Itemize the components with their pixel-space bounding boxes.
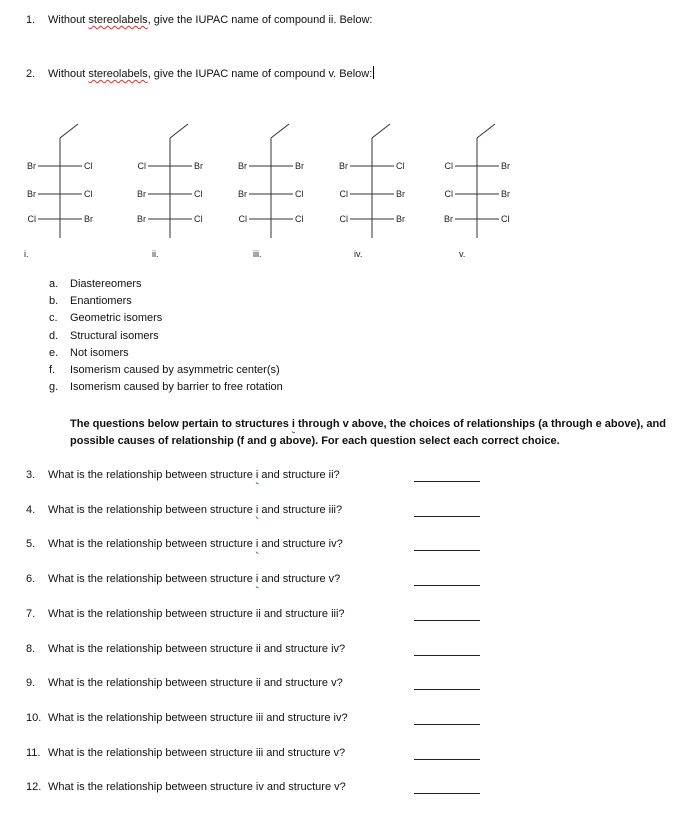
answer-blank[interactable] — [414, 585, 480, 586]
top-bond — [372, 124, 390, 138]
choice-item — [49, 278, 142, 290]
structure-label: i. — [24, 249, 29, 259]
left-substituent: Br — [238, 189, 247, 199]
choice-letter: b. — [49, 295, 59, 308]
left-substituent: Br — [137, 189, 146, 199]
choice-item — [49, 347, 129, 359]
question-item — [26, 781, 346, 793]
question-1 — [26, 14, 372, 26]
misspelled-word: stereolabels — [88, 68, 148, 80]
instructions — [70, 416, 670, 450]
question-text-end: and structure ii? — [258, 469, 340, 481]
choice-item — [49, 381, 283, 393]
answer-blank[interactable] — [414, 655, 480, 656]
right-substituent: Br — [194, 161, 203, 171]
question-text: What is the relationship between structure iii and structure iv? — [48, 711, 348, 724]
left-substituent: Cl — [27, 214, 36, 224]
question-text: What is the relationship between structure ii and structure iii? — [48, 607, 345, 620]
answer-blank[interactable] — [414, 724, 480, 725]
fischer-structure — [444, 124, 510, 259]
fischer-structure — [339, 124, 405, 259]
right-substituent: Br — [84, 214, 93, 224]
choice-text: Not isomers — [70, 346, 129, 359]
left-substituent: Cl — [444, 161, 453, 171]
answer-blank[interactable] — [414, 620, 480, 621]
question-number: 12. — [26, 781, 42, 794]
answer-blank[interactable] — [414, 481, 480, 482]
fischer-structure — [238, 124, 304, 259]
question-item — [26, 573, 340, 585]
answer-blank[interactable] — [414, 689, 480, 690]
fischer-structure — [24, 124, 93, 259]
answer-blank[interactable] — [414, 516, 480, 517]
question-number: 7. — [26, 607, 36, 620]
question-2 — [26, 66, 374, 80]
question-item — [26, 504, 342, 516]
choice-letter: a. — [49, 278, 59, 290]
question-number: 4. — [26, 503, 36, 516]
left-substituent: Cl — [238, 214, 247, 224]
top-bond — [60, 124, 78, 138]
answer-blank[interactable] — [414, 550, 480, 551]
question-number: 3. — [26, 469, 36, 481]
left-substituent: Br — [238, 161, 247, 171]
structure-label: iv. — [354, 249, 363, 259]
left-substituent: Cl — [339, 214, 348, 224]
question-text-end: and structure iii? — [258, 503, 343, 516]
choice-text: Isomerism caused by asymmetric center(s) — [70, 364, 280, 376]
structure-ref: i — [255, 503, 259, 516]
choice-item — [49, 312, 162, 324]
right-substituent: Cl — [194, 189, 203, 199]
choice-letter: f. — [49, 364, 56, 376]
structure-label: v. — [459, 249, 466, 259]
question-item — [26, 712, 348, 724]
top-bond — [170, 124, 188, 138]
top-bond — [271, 124, 289, 138]
question-number: 11. — [26, 746, 41, 759]
instructions-pre: The questions below pertain to structures — [70, 418, 292, 430]
question-text-post: , give the IUPAC name of compound v. Below: — [147, 68, 373, 80]
right-substituent: Br — [501, 161, 510, 171]
structure-label: ii. — [152, 249, 159, 259]
question-number: 5. — [26, 538, 36, 551]
choice-item — [49, 295, 132, 307]
right-substituent: Cl — [84, 161, 93, 171]
right-substituent: Cl — [84, 189, 93, 199]
structure-ref: i — [255, 573, 259, 586]
left-substituent: Br — [27, 161, 36, 171]
right-substituent: Br — [501, 189, 510, 199]
question-number: 2. — [26, 68, 36, 80]
question-number: 8. — [26, 642, 36, 655]
left-substituent: Cl — [137, 161, 146, 171]
structure-ref: i — [255, 538, 259, 551]
choice-text: Geometric isomers — [70, 312, 163, 325]
structure-ref: i — [255, 469, 259, 481]
choice-item — [49, 330, 159, 342]
instructions-post: through v above, the choices of relationships (a through e above), and possible causes of relationship (f and g above). For each question select each correct choice. — [70, 418, 666, 447]
question-text: What is the relationship between structure — [48, 538, 256, 551]
question-item — [26, 538, 343, 550]
structure-label: iii. — [253, 249, 262, 259]
question-item — [26, 677, 343, 689]
question-text: What is the relationship between structure ii and structure iv? — [48, 642, 346, 655]
question-text-post: , give the IUPAC name of compound ii. Below: — [147, 14, 373, 26]
left-substituent: Cl — [339, 189, 348, 199]
question-number: 1. — [26, 14, 36, 26]
right-substituent: Cl — [501, 214, 510, 224]
question-item — [26, 608, 345, 620]
choice-letter: d. — [49, 329, 59, 342]
choice-text: Structural isomers — [70, 329, 159, 342]
question-text-pre: Without — [48, 68, 89, 80]
right-substituent: Br — [396, 214, 405, 224]
question-text-end: and structure iv? — [258, 538, 343, 551]
question-text: What is the relationship between structure iv and structure v? — [48, 781, 346, 794]
left-substituent: Cl — [444, 189, 453, 199]
left-substituent: Br — [137, 214, 146, 224]
choice-letter: g. — [49, 381, 59, 394]
question-item — [26, 747, 345, 759]
right-substituent: Cl — [194, 214, 203, 224]
question-text: What is the relationship between structure — [48, 573, 256, 586]
right-substituent: Cl — [295, 214, 304, 224]
answer-blank[interactable] — [414, 759, 480, 760]
choice-letter: e. — [49, 346, 59, 359]
text-cursor — [373, 66, 374, 79]
fischer-structure — [137, 124, 203, 259]
right-substituent: Cl — [295, 189, 304, 199]
question-number: 6. — [26, 573, 36, 586]
choice-item — [49, 364, 280, 376]
misspelled-word: stereolabels — [88, 14, 148, 26]
right-substituent: Br — [295, 161, 304, 171]
question-number: 9. — [26, 677, 36, 690]
question-text: What is the relationship between structure — [48, 469, 256, 481]
question-text-pre: Without — [48, 14, 89, 26]
choice-text: Diastereomers — [70, 278, 142, 290]
question-text: What is the relationship between structure iii and structure v? — [48, 746, 346, 759]
left-substituent: Br — [27, 189, 36, 199]
question-item — [26, 643, 345, 655]
left-substituent: Br — [444, 214, 453, 224]
question-item — [26, 469, 340, 481]
instructions-squiggle: i — [291, 418, 295, 430]
question-text-end: and structure v? — [258, 573, 341, 586]
top-bond — [477, 124, 495, 138]
choice-text: Enantiomers — [70, 295, 132, 308]
left-substituent: Br — [339, 161, 348, 171]
question-number: 10. — [26, 711, 42, 724]
question-text: What is the relationship between structure ii and structure v? — [48, 677, 343, 690]
question-text: What is the relationship between structure — [48, 503, 256, 516]
right-substituent: Br — [396, 189, 405, 199]
choice-text: Isomerism caused by barrier to free rotation — [70, 381, 283, 394]
right-substituent: Cl — [396, 161, 405, 171]
choice-letter: c. — [49, 312, 58, 325]
answer-blank[interactable] — [414, 793, 480, 794]
